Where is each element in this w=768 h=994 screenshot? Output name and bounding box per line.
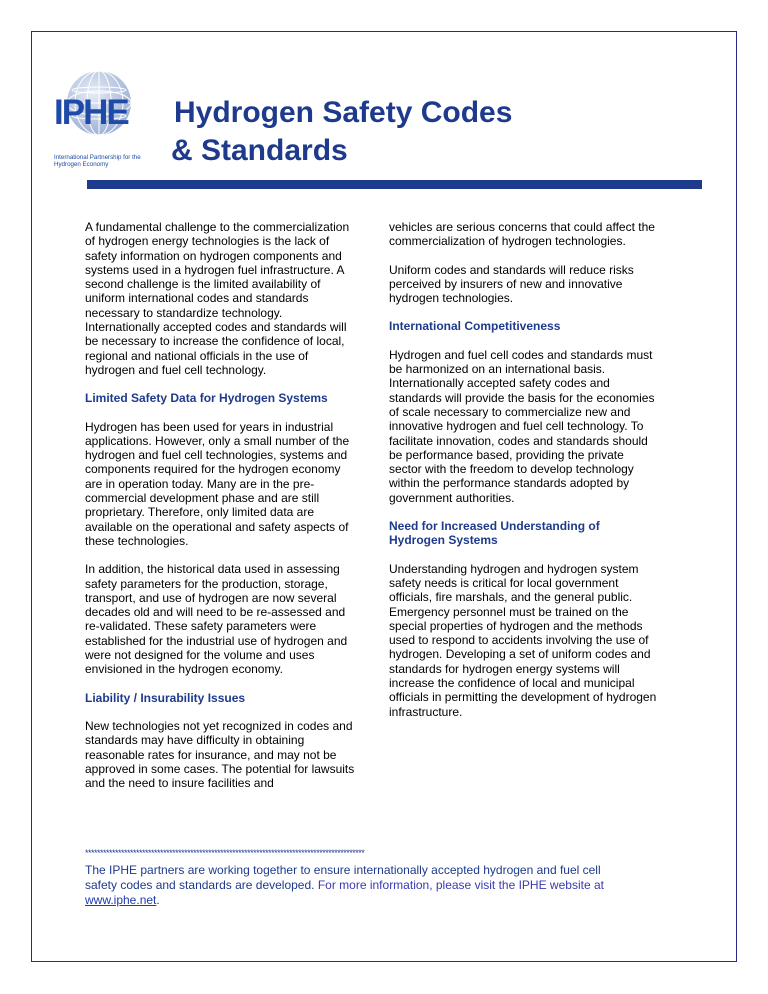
heading-competitiveness: International Competitiveness — [389, 319, 561, 334]
liability-paragraph-2: Uniform codes and standards will reduce risks perceived by insurers of new and innovative hydrogen technologies. — [389, 262, 634, 306]
intro-paragraph: A fundamental challenge to the commercialization of hydrogen energy technologies is the lack of safety information on hydrogen components and systems used in a hydrogen fuel infrastructure. A second challenge is the limited availability of uniform international codes and standards necessary to standardize technology. Internationally accepted codes and standards will be necessary to increase the confidence of local, regional and national officials in the use of hydrogen and fuel cell technology. — [85, 220, 350, 377]
title-line-2: & Standards — [171, 134, 348, 167]
logo-tagline: International Partnership for the Hydrogen Economy — [54, 154, 141, 168]
liability-paragraph-1: New technologies not yet recognized in codes and standards may have difficulty in obtaining reasonable rates for insurance, and may not be approved in some cases. The potential for lawsuits and the need to insure facilities and — [85, 718, 355, 791]
iphe-website-link[interactable]: www.iphe.net — [85, 893, 157, 907]
footer-end: . — [156, 893, 160, 907]
footer-separator: ********************************************************************************************* — [85, 848, 365, 858]
title-divider — [87, 180, 702, 189]
heading-understanding: Need for Increased Understanding of Hydrogen Systems — [389, 519, 600, 548]
liability-continued: vehicles are serious concerns that could affect the commercialization of hydrogen technologies. — [389, 220, 655, 249]
footer-note — [85, 848, 625, 908]
title-line-1: Hydrogen Safety Codes — [174, 96, 513, 129]
right-column — [389, 220, 657, 733]
logo-acronym: IPHE — [54, 93, 128, 132]
left-column — [85, 220, 357, 804]
heading-liability: Liability / Insurability Issues — [85, 690, 246, 705]
page-title — [171, 94, 513, 170]
footer-statement: The IPHE partners are working together to ensure internationally accepted hydrogen and fuel cell safety codes and standards are developed. — [85, 863, 601, 892]
safety-data-paragraph-2: In addition, the historical data used in assessing safety parameters for the production, storage, transport, and use of hydrogen are now several decades old and will need to be re-assessed and re-validated. These safety parameters were established for the industrial use of hydrogen and were not designed for the volume and uses envisioned in the hydrogen economy. — [85, 562, 348, 677]
safety-data-paragraph-1: Hydrogen has been used for years in industrial applications. However, only a small number of the hydrogen and fuel cell technologies, systems and components required for the hydrogen economy are in operation today. Many are in the pre-commercial development phase and are still proprietary. Therefore, only limited data are available on the operational and safety aspects of these technologies. — [85, 419, 350, 548]
footer-more-info: For more information, please visit the IPHE website at — [314, 878, 604, 892]
heading-limited-safety-data: Limited Safety Data for Hydrogen Systems — [85, 391, 328, 406]
competitiveness-paragraph: Hydrogen and fuel cell codes and standards must be harmonized on an international basis. Internationally accepted safety codes and standards will provide the basis for the economies of scale necessary to commercialize new and innovative hydrogen and fuel cell technology. To facilitate innovation, codes and standards should be performance based, providing the private sector with the freedom to develop technology within the performance standards adopted by government authorities. — [389, 347, 655, 505]
understanding-paragraph: Understanding hydrogen and hydrogen system safety needs is critical for local government officials, fire marshals, and the general public. Emergency personnel must be trained on the special properties of hydrogen and the methods used to respond to accidents involving the use of hydrogen. Developing a set of uniform codes and standards for hydrogen energy systems will increase the confidence of local and municipal officials in permitting the development of hydrogen infrastructure. — [389, 561, 657, 719]
iphe-logo — [52, 70, 144, 170]
